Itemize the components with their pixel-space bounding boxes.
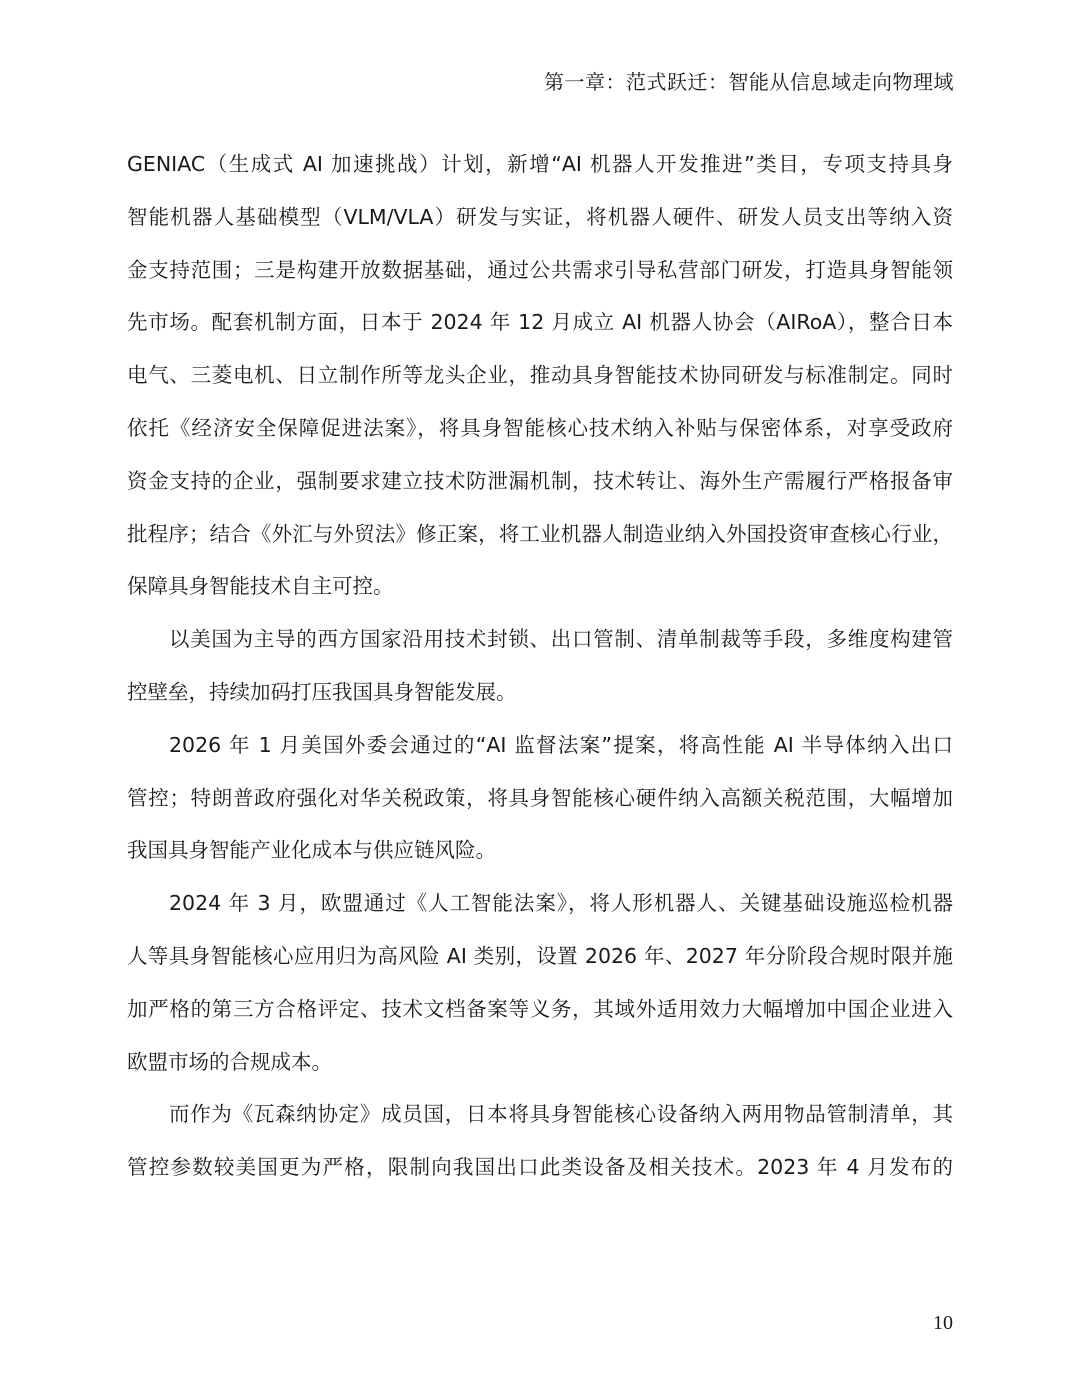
text-line: 依托《经济安全保障促进法案》，将具身智能核心技术纳入补贴与保密体系，对享受政府 (127, 415, 953, 440)
text-line: 批程序；结合《外汇与外贸法》修正案，将工业机器人制造业纳入外国投资审查核心行业， (127, 521, 953, 546)
paragraph-5 (127, 1092, 953, 1198)
text-line: 电气、三菱电机、日立制作所等龙头企业，推动具身智能技术协同研发与标准制定。同时 (127, 363, 953, 388)
body-text (127, 142, 953, 1198)
running-header: 第一章：范式跃迁：智能从信息域走向物理域 (544, 70, 954, 94)
text-line: 管控参数较美国更为严格，限制向我国出口此类设备及相关技术。2023 年 4 月发布的 (127, 1155, 953, 1180)
text-line: 2024 年 3 月，欧盟通过《人工智能法案》，将人形机器人、关键基础设施巡检机器 (169, 891, 953, 916)
page-number: 10 (933, 1312, 953, 1334)
text-line: 欧盟市场的合规成本。 (127, 1049, 332, 1074)
paragraph-3 (127, 723, 953, 881)
text-line: 而作为《瓦森纳协定》成员国，日本将具身智能核心设备纳入两用物品管制清单，其 (169, 1102, 953, 1127)
paragraph-4 (127, 881, 953, 1092)
paragraph-2 (127, 617, 953, 723)
text-line: 以美国为主导的西方国家沿用技术封锁、出口管制、清单制裁等手段，多维度构建管 (169, 627, 953, 652)
text-line: 资金支持的企业，强制要求建立技术防泄漏机制，技术转让、海外生产需履行严格报备审 (127, 468, 953, 493)
text-line: 加严格的第三方合格评定、技术文档备案等义务，其域外适用效力大幅增加中国企业进入 (127, 996, 953, 1021)
text-line: GENIAC（生成式 AI 加速挑战）计划，新增“AI 机器人开发推进”类目，专项支持具身 (127, 152, 953, 176)
text-line: 人等具身智能核心应用归为高风险 AI 类别，设置 2026 年、2027 年分阶段合规时限并施 (127, 943, 953, 968)
text-line: 保障具身智能技术自主可控。 (127, 574, 394, 599)
text-line: 金支持范围；三是构建开放数据基础，通过公共需求引导私营部门研发，打造具身智能领 (127, 257, 953, 282)
text-line: 先市场。配套机制方面，日本于 2024 年 12 月成立 AI 机器人协会（AIRoA），整合日本 (127, 310, 953, 335)
text-line: 管控；特朗普政府强化对华关税政策，将具身智能核心硬件纳入高额关税范围，大幅增加 (127, 785, 953, 810)
text-line: 我国具身智能产业化成本与供应链风险。 (127, 838, 496, 863)
paragraph-1 (127, 142, 953, 617)
text-line: 智能机器人基础模型（VLM/VLA）研发与实证，将机器人硬件、研发人员支出等纳入资 (127, 204, 953, 229)
text-line: 控壁垒，持续加码打压我国具身智能发展。 (127, 679, 517, 704)
text-line: 2026 年 1 月美国外委会通过的“AI 监督法案”提案，将高性能 AI 半导体纳入出口 (169, 732, 953, 757)
